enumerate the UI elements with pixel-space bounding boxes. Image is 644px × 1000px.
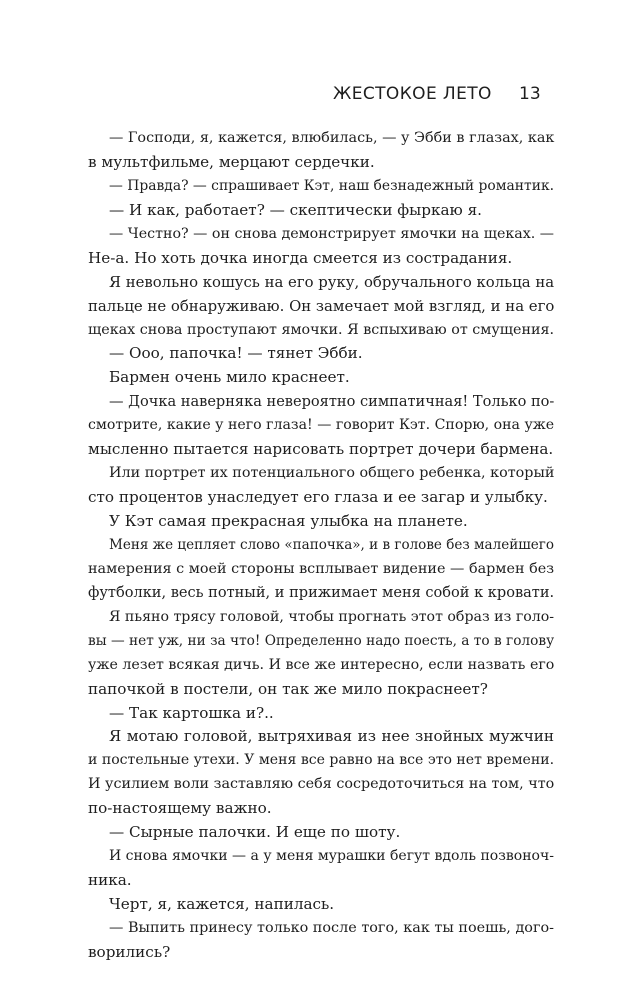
text-line: Меня же цепляет слово «папочка», и в голове без малейшего xyxy=(109,536,554,553)
body-text xyxy=(88,127,554,965)
text-line: и постельные утехи. У меня все равно на все это нет времени. xyxy=(88,752,555,769)
text-line: — Честно? — он снова демонстрирует ямочки на щеках. — xyxy=(109,225,555,242)
text-line: Черт, я, кажется, напилась. xyxy=(109,895,335,913)
text-line: У Кэт самая прекрасная улыбка на планете. xyxy=(109,512,468,530)
text-line: Не-а. Но хоть дочка иногда смеется из сострадания. xyxy=(88,248,513,267)
text-line: вы — нет уж, ни за что! Определенно надо поесть, а то в голову xyxy=(88,632,555,649)
text-line: — Сырные палочки. И еще по шоту. xyxy=(109,823,401,842)
text-line: ворились? xyxy=(88,942,171,961)
text-line: — Выпить принесу только после того, как ты поешь, дого- xyxy=(109,919,554,936)
text-line: Я невольно кошусь на его руку, обручального кольца на xyxy=(109,272,555,291)
text-line: намерения с моей стороны всплывает видение — бармен без xyxy=(88,560,555,577)
text-line: сто процентов унаследует его глаза и ее загар и улыбку. xyxy=(88,488,548,507)
text-line: по-настоящему важно. xyxy=(88,799,272,818)
running-title: ЖЕСТОКОЕ ЛЕТО xyxy=(333,84,492,104)
text-line: пальце не обнаруживаю. Он замечает мой взгляд, и на его xyxy=(88,296,555,315)
text-line: И усилием воли заставляю себя сосредоточиться на том, что xyxy=(88,776,555,793)
text-line: — Правда? — спрашивает Кэт, наш безнадежный романтик. xyxy=(109,177,555,194)
text-line: — Ооо, папочка! — тянет Эбби. xyxy=(109,344,363,363)
text-line: щеках снова проступают ямочки. Я вспыхиваю от смущения. xyxy=(88,321,555,338)
text-line: смотрите, какие у него глаза! — говорит Кэт. Спорю, она уже xyxy=(88,417,555,434)
text-line: мысленно пытается нарисовать портрет дочери бармена. xyxy=(88,440,554,459)
text-line: ника. xyxy=(88,871,132,890)
text-line: Или портрет их потенциального общего ребенка, который xyxy=(109,465,555,482)
text-line: Я мотаю головой, вытряхивая из нее знойных мужчин xyxy=(109,727,554,746)
text-line: — Так картошка и?.. xyxy=(109,703,274,722)
text-line: папочкой в постели, он так же мило покраснеет? xyxy=(88,679,488,698)
text-line: уже лезет всякая дичь. И все же интересно, если назвать его xyxy=(88,656,555,673)
text-line: футболки, весь потный, и прижимает меня собой к кровати. xyxy=(88,584,555,601)
text-line: Я пьяно трясу головой, чтобы прогнать этот образ из голо- xyxy=(109,608,555,625)
text-line: — Господи, я, кажется, влюбилась, — у Эбби в глазах, как xyxy=(109,130,555,146)
text-line: в мультфильме, мерцают сердечки. xyxy=(88,152,375,171)
text-line: — Дочка наверняка невероятно симпатичная! Только по- xyxy=(109,393,555,411)
page-number: 13 xyxy=(519,84,541,104)
text-line: И снова ямочки — а у меня мурашки бегут вдоль позвоноч- xyxy=(109,848,554,865)
text-line: — И как, работает? — скептически фыркаю я. xyxy=(109,200,482,219)
text-line: Бармен очень мило краснеет. xyxy=(109,368,350,387)
